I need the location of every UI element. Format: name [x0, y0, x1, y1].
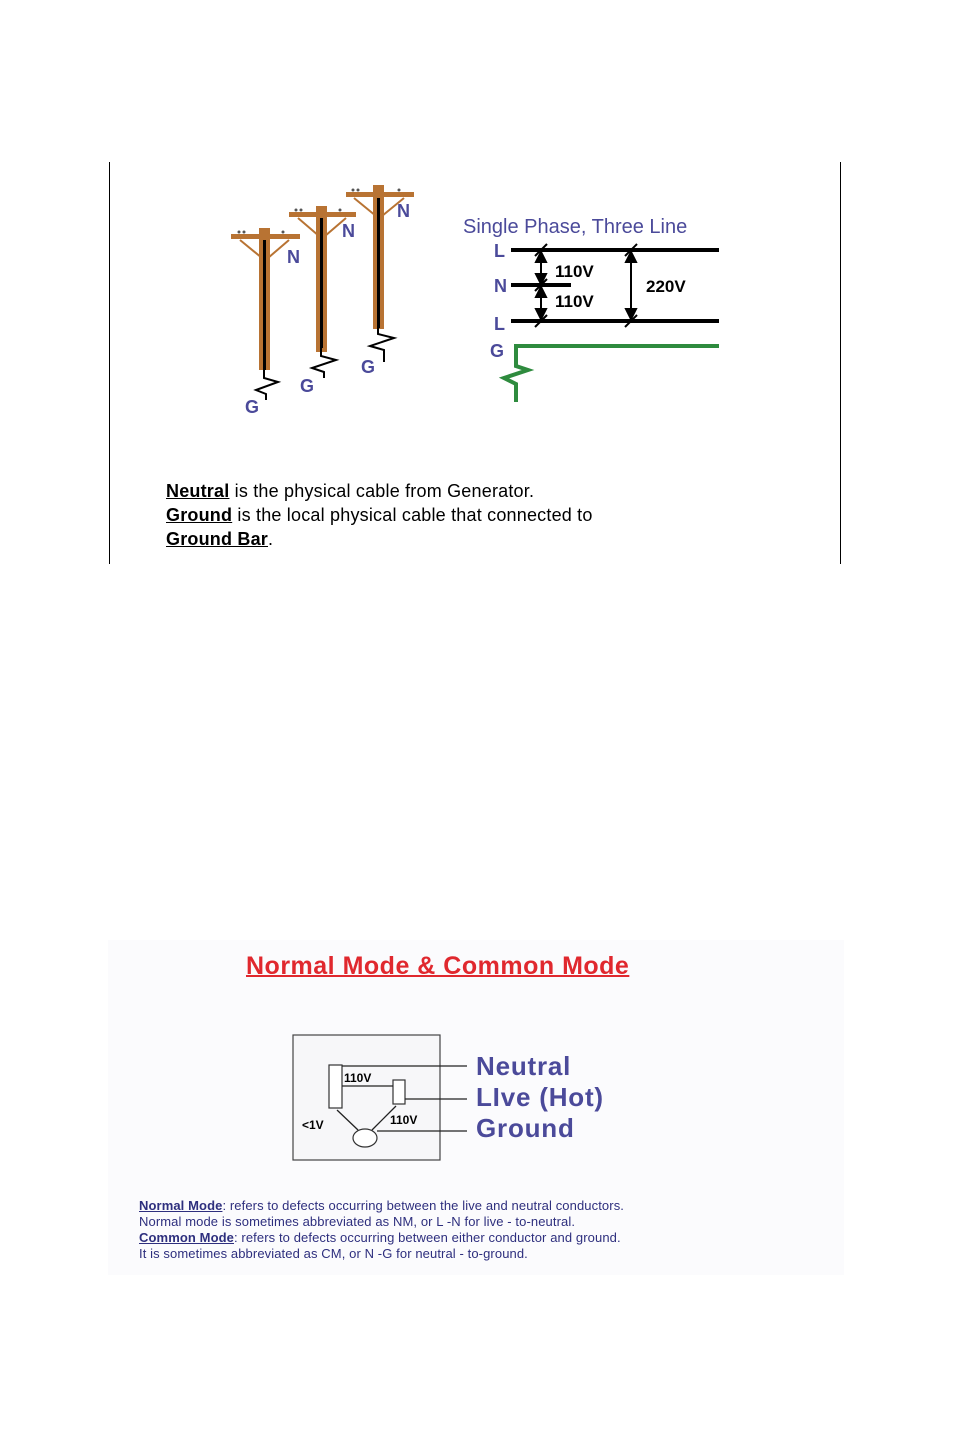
- voltage-upper: 110V: [555, 262, 594, 281]
- caption-common-mode-abbr: It is sometimes abbreviated as CM, or N -G for neutral - to-ground.: [139, 1246, 528, 1261]
- normal-mode-definition: : refers to defects occurring between the live and neutral conductors.: [222, 1198, 625, 1213]
- label-g: G: [490, 341, 505, 361]
- pole-2-ground-label: G: [300, 376, 315, 396]
- pole-2-neutral-label: N: [342, 221, 355, 241]
- caption-ground-text: is the local physical cable that connected to: [232, 505, 593, 525]
- legend-ground: Ground: [476, 1113, 575, 1143]
- live-terminal: [393, 1080, 405, 1104]
- diagram-110v-top: 110V: [344, 1071, 372, 1085]
- label-l-top: L: [494, 241, 505, 261]
- voltage-lower: 110V: [555, 292, 594, 311]
- single-phase-title: Single Phase, Three Line: [463, 216, 688, 238]
- caption-ground-bar-text: .: [268, 529, 274, 549]
- common-mode-definition: : refers to defects occurring between either conductor and ground.: [233, 1230, 621, 1245]
- pole-1-ground-label: G: [245, 397, 260, 417]
- ground-terminal: [353, 1129, 377, 1147]
- pole-1-neutral-label: N: [287, 247, 300, 267]
- term-neutral: Neutral: [166, 481, 230, 501]
- diagram-less-1v: <1V: [302, 1118, 324, 1132]
- label-l-bottom: L: [494, 314, 505, 334]
- label-n: N: [494, 276, 507, 296]
- caption-normal-mode-abbr: Normal mode is sometimes abbreviated as NM, or L -N for live - to-neutral.: [139, 1214, 576, 1229]
- caption-neutral-text: is the physical cable from Generator.: [229, 481, 535, 501]
- legend-neutral: Neutral: [476, 1051, 572, 1081]
- term-normal-mode: Normal Mode: [139, 1198, 223, 1213]
- normal-common-mode-title: Normal Mode & Common Mode: [246, 952, 630, 980]
- term-ground: Ground: [166, 505, 233, 525]
- term-ground-bar: Ground Bar: [166, 529, 269, 549]
- voltage-total: 220V: [646, 277, 686, 296]
- diagram-110v-right: 110V: [390, 1113, 418, 1127]
- neutral-terminal: [329, 1065, 342, 1108]
- caption-common-mode: [139, 1230, 621, 1245]
- legend-live: LIve (Hot): [476, 1082, 604, 1112]
- caption-normal-mode: [139, 1198, 624, 1213]
- pole-3-neutral-label: N: [397, 201, 410, 221]
- term-common-mode: Common Mode: [139, 1230, 234, 1245]
- pole-3-ground-label: G: [361, 357, 376, 377]
